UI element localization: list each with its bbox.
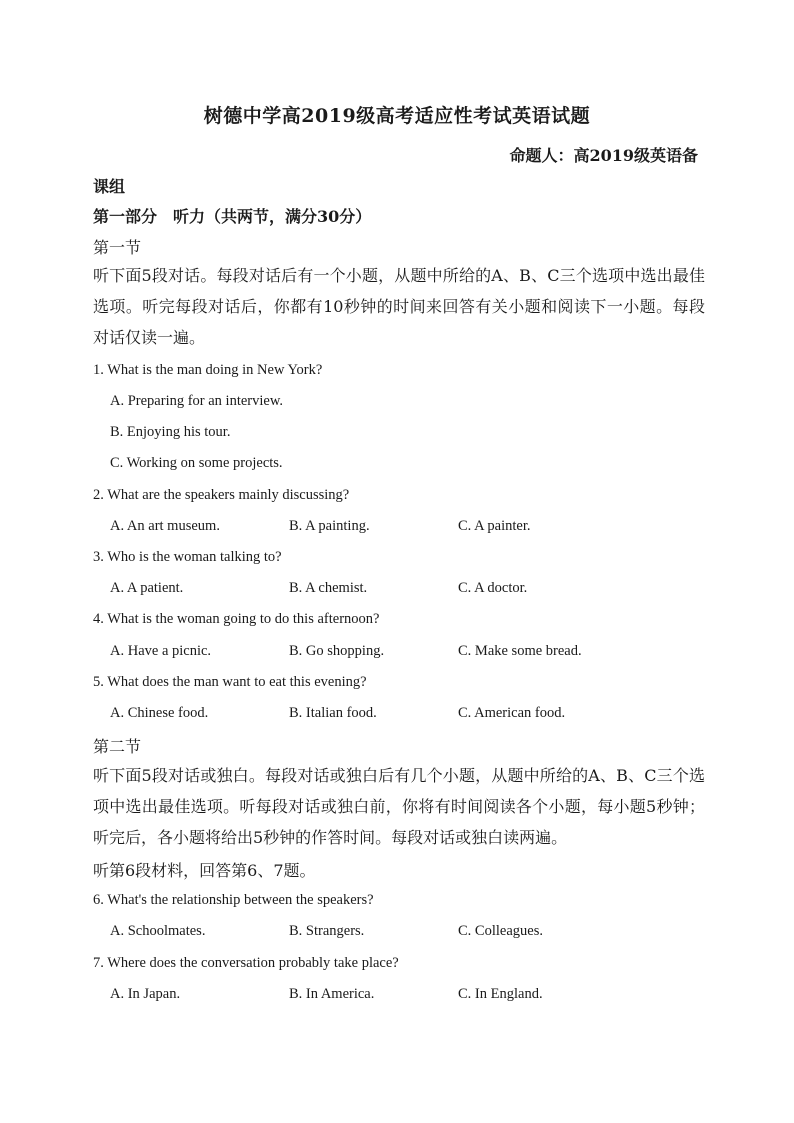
q6-option-b: B. Strangers. — [289, 923, 365, 939]
question-4: 4. What is the woman going to do this afternoon? — [93, 611, 380, 627]
q7-option-c: C. In England. — [458, 986, 543, 1002]
q1-option-a: A. Preparing for an interview. — [110, 393, 284, 409]
q3-option-a: A. A patient. — [110, 580, 184, 596]
question-7: 7. Where does the conversation probably take place? — [93, 955, 399, 971]
section-label-1: 第一节 — [93, 238, 142, 257]
q3-option-b: B. A chemist. — [289, 580, 368, 596]
q3-option-c: C. A doctor. — [458, 580, 528, 596]
q6-option-a: A. Schoolmates. — [110, 923, 206, 939]
q4-option-a: A. Have a picnic. — [110, 643, 212, 659]
question-1: 1. What is the man doing in New York? — [93, 362, 323, 378]
q1-option-c: C. Working on some projects. — [110, 455, 283, 471]
exam-title: 树德中学高2019级高考适应性考试英语试题 — [203, 105, 591, 127]
q2-option-a: A. An art museum. — [110, 518, 220, 534]
q4-option-b: B. Go shopping. — [289, 643, 385, 659]
q5-option-b: B. Italian food. — [289, 705, 377, 721]
q2-option-b: B. A painting. — [289, 518, 370, 534]
q1-option-b: B. Enjoying his tour. — [110, 424, 231, 440]
question-2: 2. What are the speakers mainly discussing? — [93, 487, 350, 503]
q5-option-a: A. Chinese food. — [110, 705, 209, 721]
q7-option-a: A. In Japan. — [110, 986, 181, 1002]
part-heading: 第一部分 听力（共两节，满分30分） — [93, 207, 372, 226]
section-instructions-2: 听下面5段对话或独白。每段对话或独白后有几个小题，从题中所给的A、B、C三个选项中选出最佳选项。听每段对话或独白前，你将有时间阅读各个小题，每小题5秒钟；听完后，各小题将给出5秒钟的作答时间。每段对话或独白读两遍。 — [93, 766, 705, 847]
author-line-continued: 课组 — [93, 177, 126, 196]
question-5: 5. What does the man want to eat this evening? — [93, 674, 367, 690]
q6-option-c: C. Colleagues. — [458, 923, 543, 939]
question-6: 6. What's the relationship between the speakers? — [93, 892, 374, 908]
material-note: 听第6段材料，回答第6、7题。 — [93, 861, 316, 880]
q4-option-c: C. Make some bread. — [458, 643, 582, 659]
question-3: 3. Who is the woman talking to? — [93, 549, 282, 565]
author-line: 命题人：高2019级英语备 — [509, 146, 698, 165]
section-label-2: 第二节 — [93, 737, 142, 756]
section-instructions-1: 听下面5段对话。每段对话后有一个小题，从题中所给的A、B、C三个选项中选出最佳选项。听完每段对话后，你都有10秒钟的时间来回答有关小题和阅读下一小题。每段对话仅读一遍。 — [93, 266, 705, 347]
q7-option-b: B. In America. — [289, 986, 375, 1002]
q2-option-c: C. A painter. — [458, 518, 531, 534]
q5-option-c: C. American food. — [458, 705, 566, 721]
